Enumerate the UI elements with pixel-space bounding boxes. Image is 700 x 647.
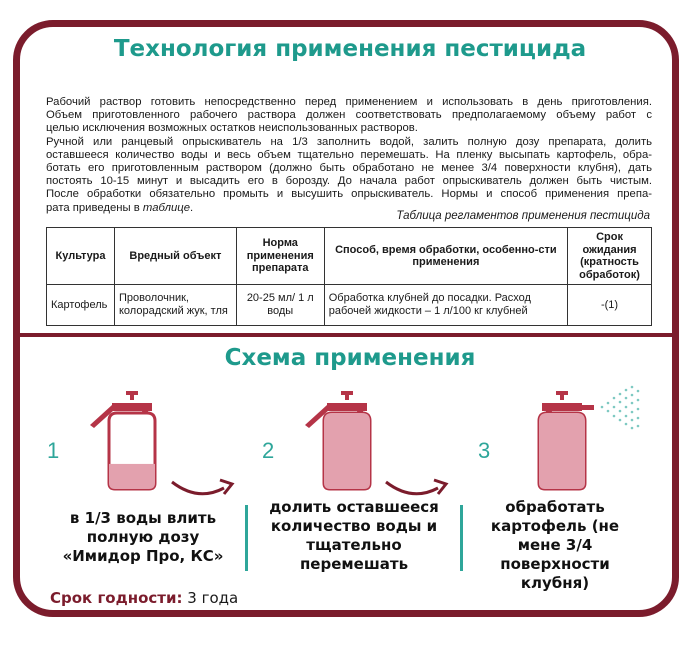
scheme-title: Схема применения [224,345,476,371]
section-divider [13,333,679,337]
instructions-line: Объем приготовленного рабочего раствора должен соответствовать предполагаемому объему работ с [46,109,652,122]
table-cell: Обработка клубней до посадки. Расход рабочей жидкости – 1 л/100 кг клубней [324,285,567,326]
arrow-right-icon [168,470,238,502]
shelf-life-value: 3 года [187,589,239,607]
table-cell: 20-25 мл/ 1 л воды [236,285,324,326]
instructions-line: После обработки обязательно промыть и высушить опрыскиватель. Нормы и способ применения препа- [46,188,652,201]
sprayer-icon [82,383,182,493]
instructions-line: оставшееся количество воды и весь объем тщательно перемешать. На пленку высыпать картофель, обра- [46,148,652,161]
table-cell: -(1) [568,285,652,326]
table-row [47,285,652,326]
shelf-life-label: Срок годности: [50,589,183,607]
step-number-1: 1 [47,438,60,463]
table-header: Срок ожидания (кратность обработок) [568,228,652,285]
table-header: Вредный объект [114,228,236,285]
table-caption: Таблица регламентов применения пестицида [396,210,650,222]
step-number-3: 3 [478,438,491,463]
step-separator [245,505,248,571]
instructions-line: Ручной или ранцевый опрыскиватель на 1/3 заполнить водой, залить полную дозу препарата, долить [46,135,652,148]
step-caption-2: долить оставшееся количество воды и тщательно перемешать [269,498,439,573]
step-separator [460,505,463,571]
instructions-text [46,96,652,215]
liquid-level [539,413,585,489]
step-caption-3: обработать картофель (не мене 3/4 поверхности клубня) [490,498,620,592]
spray-mist-icon [601,386,640,430]
regulations-table [46,227,652,326]
sprayer-icon [512,383,642,493]
table-reference: таблице [142,201,190,214]
table-header: Норма применения препарата [236,228,324,285]
table-header: Способ, время обработки, особенно-сти применения [324,228,567,285]
page-title: Технология применения пестицида [113,36,587,62]
instructions-text-fragment: . [190,201,194,214]
shelf-life [50,589,238,607]
table-header: Культура [47,228,115,285]
step-number-2: 2 [262,438,275,463]
instructions-line: постоять 10-15 минут и высадить его в борозду. До начала работ опрыскиватель должен быть чистым. [46,175,652,188]
instructions-line: целью исключения возможных остатков неиспользованных растворов. [46,122,418,135]
table-header-row [47,228,652,285]
instructions-line: Рабочий раствор готовить непосредственно перед применением и использовать в день приготовления. [46,96,652,108]
instructions-line: ботать его приготовленным раствором (должно быть обработано не менее 3/4 поверхности клубня), дать [46,162,652,175]
instructions-text-fragment: рата приведены в [46,201,143,214]
step-caption-1: в 1/3 воды влить полную дозу «Имидор Про, КС» [62,509,224,565]
table-cell: Проволочник, колорадский жук, тля [114,285,236,326]
table-cell: Картофель [47,285,115,326]
liquid-level [324,413,370,489]
liquid-level [109,464,155,489]
